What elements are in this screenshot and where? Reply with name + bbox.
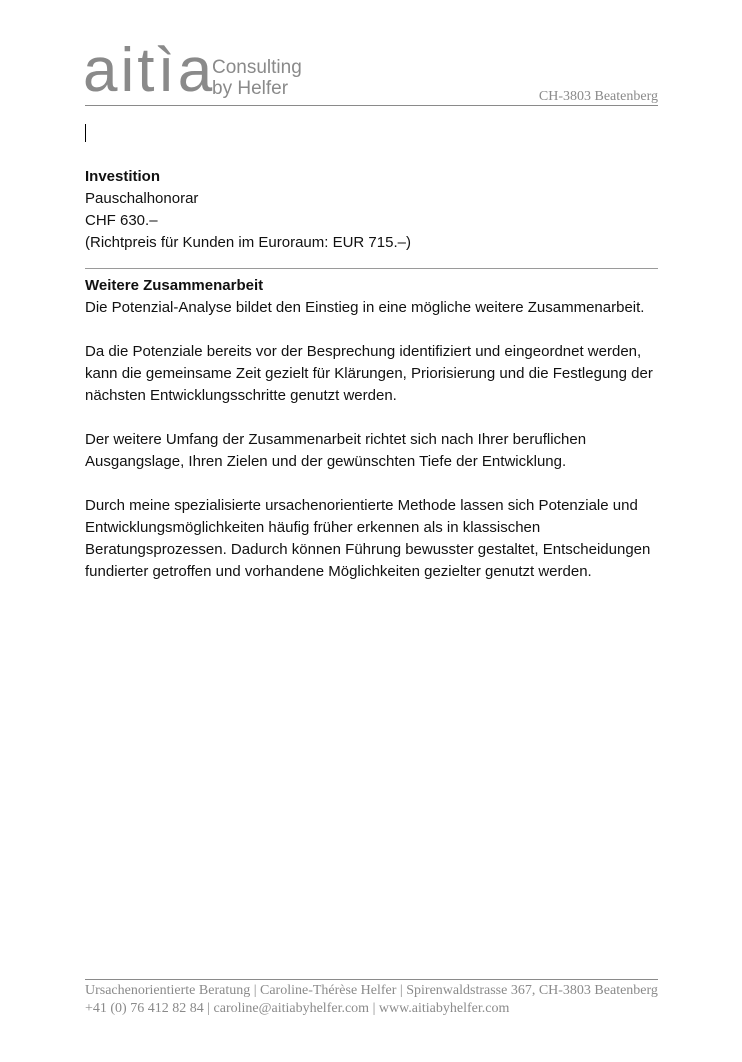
paragraph: Da die Potenziale bereits vor der Besprechung identifiziert und eingeordnet werden, kann die gemeinsame Zeit gezielt für Klärungen, Priorisierung und die Festlegung der nächsten Entwicklungsschritte genutzt werden. [85, 343, 653, 404]
paragraph: Die Potenzial-Analyse bildet den Einstieg in eine mögliche weitere Zusammenarbeit. [85, 299, 645, 316]
footer-divider [85, 979, 658, 980]
header-location: CH-3803 Beatenberg [538, 89, 658, 104]
document-body[interactable] [85, 166, 658, 605]
footer-address: Ursachenorientierte Beratung | Caroline-Thérèse Helfer | Spirenwaldstrasse 367, CH-3803 Beatenberg [85, 983, 658, 998]
logo-subtitle-line1: Consulting [212, 57, 302, 78]
page-footer [85, 982, 658, 1018]
logo-wordmark: aitìa [83, 36, 216, 105]
logo-subtitle-line2: by Helfer [212, 78, 289, 99]
investition-title: Investition [85, 168, 161, 185]
investition-line-fee-type: Pauschalhonorar [85, 190, 199, 207]
investition-line-price-eur: (Richtpreis für Kunden im Euroraum: EUR 715.–) [85, 234, 411, 251]
header-divider [85, 105, 658, 106]
investition-line-price-chf: CHF 630.– [85, 212, 158, 229]
section-divider [85, 268, 658, 269]
zusammenarbeit-title: Weitere Zusammenarbeit [85, 277, 264, 294]
paragraph: Durch meine spezialisierte ursachenorientierte Methode lassen sich Potenziale und Entwicklungsmöglichkeiten häufig früher erkennen als in klassischen Beratungsprozessen. Dadurch können Führung bewusster gestaltet, Entscheidungen fundierter getroffen und vorhandene Möglichkeiten gezielter genutzt werden. [85, 497, 651, 580]
page-header [83, 36, 658, 106]
footer-contact: +41 (0) 76 412 82 84 | caroline@aitiabyhelfer.com | www.aitiabyhelfer.com [85, 1001, 510, 1016]
logo-subtitle [212, 57, 302, 99]
text-cursor[interactable] [85, 124, 86, 142]
paragraph: Der weitere Umfang der Zusammenarbeit richtet sich nach Ihrer beruflichen Ausgangslage, Ihren Zielen und der gewünschten Tiefe der Entwicklung. [85, 431, 587, 470]
